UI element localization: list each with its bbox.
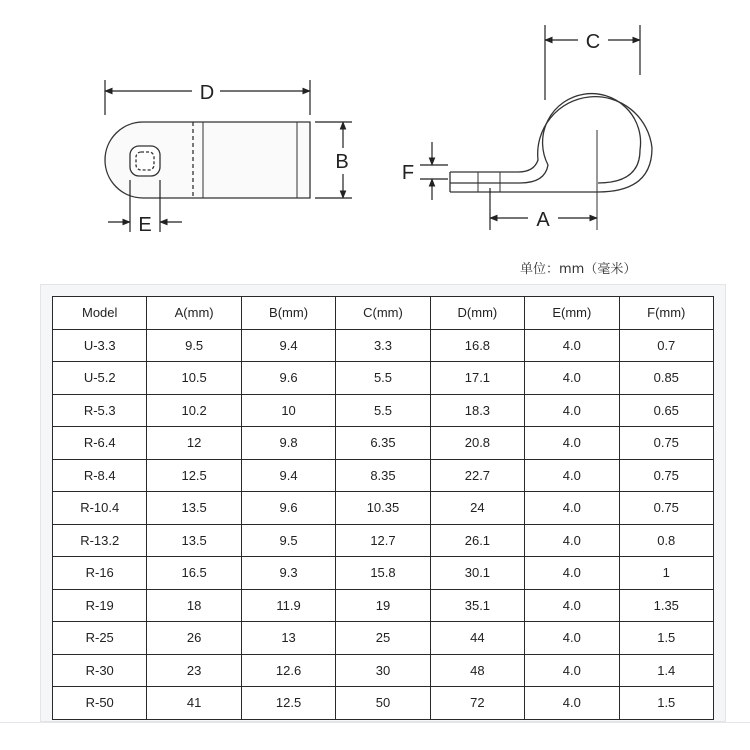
table-cell: 10.35 — [336, 492, 430, 525]
table-cell: R-25 — [53, 622, 147, 655]
table-cell: 30 — [336, 654, 430, 687]
table-row — [53, 557, 714, 590]
table-cell: 4.0 — [525, 329, 619, 362]
table-cell: 24 — [430, 492, 524, 525]
table-cell: R-30 — [53, 654, 147, 687]
column-header-model: Model — [53, 297, 147, 330]
table-row — [53, 394, 714, 427]
table-header-row — [53, 297, 714, 330]
dimension-label-f: F — [401, 162, 415, 184]
table-cell: 4.0 — [525, 622, 619, 655]
table-cell: 10.2 — [147, 394, 241, 427]
column-header-e: E(mm) — [525, 297, 619, 330]
table-row — [53, 589, 714, 622]
table-cell: R-13.2 — [53, 524, 147, 557]
table-cell: 18.3 — [430, 394, 524, 427]
table-cell: 44 — [430, 622, 524, 655]
table-cell: 5.5 — [336, 394, 430, 427]
table-cell: 12.5 — [147, 459, 241, 492]
table-cell: 4.0 — [525, 654, 619, 687]
table-cell: 1.35 — [619, 589, 713, 622]
table-cell: 1.4 — [619, 654, 713, 687]
table-row — [53, 492, 714, 525]
table-cell: 50 — [336, 687, 430, 720]
table-cell: 0.7 — [619, 329, 713, 362]
dimension-label-b: B — [335, 151, 349, 173]
table-cell: 0.75 — [619, 459, 713, 492]
table-row — [53, 687, 714, 720]
table-cell: 0.8 — [619, 524, 713, 557]
table-cell: 12.7 — [336, 524, 430, 557]
dimension-f — [420, 142, 448, 200]
table-cell: 23 — [147, 654, 241, 687]
dimension-label-d: D — [199, 82, 215, 104]
column-header-a: A(mm) — [147, 297, 241, 330]
table-cell: 12.5 — [241, 687, 335, 720]
spec-table — [52, 296, 714, 720]
dimension-label-e: E — [138, 214, 152, 236]
table-cell: R-8.4 — [53, 459, 147, 492]
table-cell: 4.0 — [525, 589, 619, 622]
table-cell: 0.75 — [619, 492, 713, 525]
column-header-b: B(mm) — [241, 297, 335, 330]
table-row — [53, 622, 714, 655]
side-view-drawing — [450, 94, 652, 230]
table-cell: 10 — [241, 394, 335, 427]
table-cell: 0.75 — [619, 427, 713, 460]
dimension-label-a: A — [536, 209, 550, 231]
table-cell: 16.5 — [147, 557, 241, 590]
table-cell: 1 — [619, 557, 713, 590]
unit-note: 单位：mm（毫米） — [520, 262, 637, 277]
table-cell: 9.5 — [241, 524, 335, 557]
dimension-drawings — [0, 0, 750, 270]
table-cell: R-10.4 — [53, 492, 147, 525]
table-cell: 4.0 — [525, 394, 619, 427]
table-cell: 11.9 — [241, 589, 335, 622]
table-cell: 0.65 — [619, 394, 713, 427]
table-cell: 30.1 — [430, 557, 524, 590]
table-cell: 9.3 — [241, 557, 335, 590]
table-cell: 0.85 — [619, 362, 713, 395]
table-cell: 18 — [147, 589, 241, 622]
table-cell: R-5.3 — [53, 394, 147, 427]
column-header-d: D(mm) — [430, 297, 524, 330]
table-cell: 9.8 — [241, 427, 335, 460]
table-cell: R-6.4 — [53, 427, 147, 460]
table-cell: 4.0 — [525, 427, 619, 460]
table-cell: 4.0 — [525, 557, 619, 590]
table-cell: 13 — [241, 622, 335, 655]
table-row — [53, 427, 714, 460]
column-header-f: F(mm) — [619, 297, 713, 330]
table-cell: 4.0 — [525, 362, 619, 395]
table-cell: 1.5 — [619, 622, 713, 655]
table-cell: 12.6 — [241, 654, 335, 687]
table-row — [53, 654, 714, 687]
table-cell: 25 — [336, 622, 430, 655]
table-cell: 72 — [430, 687, 524, 720]
spec-table-panel — [40, 284, 726, 722]
dimension-label-c: C — [585, 31, 601, 53]
table-cell: U-3.3 — [53, 329, 147, 362]
table-cell: 19 — [336, 589, 430, 622]
table-row — [53, 524, 714, 557]
table-cell: 4.0 — [525, 524, 619, 557]
table-cell: 4.0 — [525, 492, 619, 525]
table-cell: 20.8 — [430, 427, 524, 460]
table-cell: R-19 — [53, 589, 147, 622]
table-cell: 4.0 — [525, 459, 619, 492]
table-cell: R-16 — [53, 557, 147, 590]
table-row — [53, 459, 714, 492]
table-cell: 1.5 — [619, 687, 713, 720]
table-cell: 26.1 — [430, 524, 524, 557]
table-cell: 9.6 — [241, 492, 335, 525]
table-cell: 13.5 — [147, 492, 241, 525]
table-cell: 9.5 — [147, 329, 241, 362]
table-cell: U-5.2 — [53, 362, 147, 395]
table-cell: 3.3 — [336, 329, 430, 362]
table-cell: 16.8 — [430, 329, 524, 362]
table-cell: 13.5 — [147, 524, 241, 557]
divider — [0, 722, 750, 723]
table-cell: 6.35 — [336, 427, 430, 460]
table-cell: 15.8 — [336, 557, 430, 590]
table-cell: 9.4 — [241, 329, 335, 362]
table-cell: 22.7 — [430, 459, 524, 492]
table-cell: 48 — [430, 654, 524, 687]
table-cell: 41 — [147, 687, 241, 720]
table-cell: 4.0 — [525, 687, 619, 720]
column-header-c: C(mm) — [336, 297, 430, 330]
table-cell: 10.5 — [147, 362, 241, 395]
table-cell: 5.5 — [336, 362, 430, 395]
table-cell: 35.1 — [430, 589, 524, 622]
table-cell: 9.4 — [241, 459, 335, 492]
table-cell: 8.35 — [336, 459, 430, 492]
table-cell: 9.6 — [241, 362, 335, 395]
table-cell: 12 — [147, 427, 241, 460]
table-row — [53, 329, 714, 362]
table-cell: 26 — [147, 622, 241, 655]
table-cell: 17.1 — [430, 362, 524, 395]
top-view-drawing — [105, 122, 310, 198]
table-cell: R-50 — [53, 687, 147, 720]
table-row — [53, 362, 714, 395]
